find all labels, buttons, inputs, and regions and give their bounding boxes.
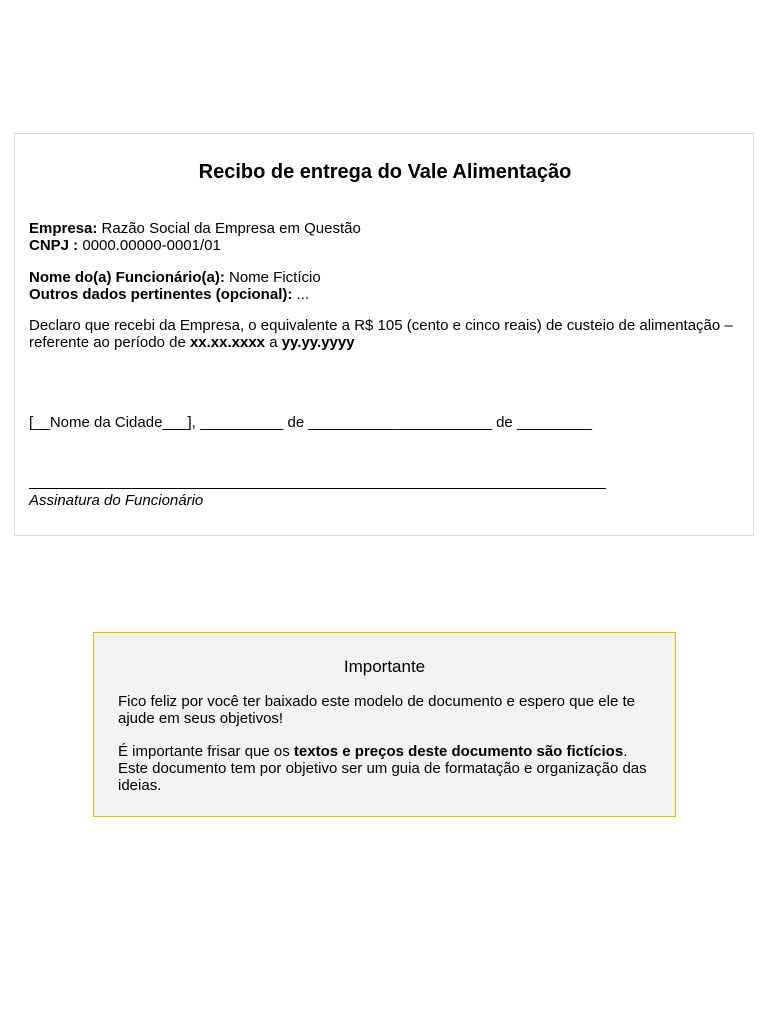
notice-title: Importante (343, 657, 426, 676)
empresa-line (29, 220, 361, 237)
notice-paragraph-2-bold: textos e preços deste documento são fictícios (293, 743, 624, 760)
important-notice-box (93, 632, 676, 817)
declaration-text (29, 317, 749, 351)
outros-dados-label: Outros dados pertinentes (opcional): (29, 286, 293, 303)
cnpj-label: CNPJ : (29, 237, 79, 254)
notice-paragraph-1: Fico feliz por você ter baixado este modelo de documento e espero que ele te ajude em seus objetivos! (118, 693, 635, 727)
notice-paragraph-2-end: . Este documento tem por objetivo ser um guia de formatação e organização das ideias. (118, 743, 647, 794)
receipt-document (14, 133, 754, 536)
outros-dados-value: ... (292, 286, 310, 303)
cnpj-value: 0000.00000-0001/01 (78, 237, 221, 254)
period-connector: a (265, 334, 282, 351)
funcionario-label: Nome do(a) Funcionário(a): (29, 269, 225, 286)
notice-paragraph-2 (118, 743, 658, 794)
signature-label: Assinatura do Funcionário (29, 492, 204, 509)
period-start: xx.xx.xxxx (189, 334, 266, 351)
funcionario-value: Nome Fictício (224, 269, 321, 286)
cnpj-line (29, 237, 221, 254)
declaration-start: Declaro que recebi da Empresa, o equivalente a R$ 105 (cento e cinco reais) de custeio de alimentação – referente ao período de (29, 317, 733, 351)
empresa-value: Razão Social da Empresa em Questão (97, 220, 361, 237)
period-end: yy.yy.yyyy (281, 334, 355, 351)
signature-line (29, 488, 606, 489)
outros-dados-line (29, 286, 309, 303)
empresa-label: Empresa: (29, 220, 98, 237)
receipt-title: Recibo de entrega do Vale Alimentação (198, 161, 572, 183)
date-line: [__Nome da Cidade___], __________ de ______________________ de _________ (29, 414, 593, 431)
notice-paragraph-2-start: É importante frisar que os (118, 743, 294, 760)
funcionario-line (29, 269, 321, 286)
